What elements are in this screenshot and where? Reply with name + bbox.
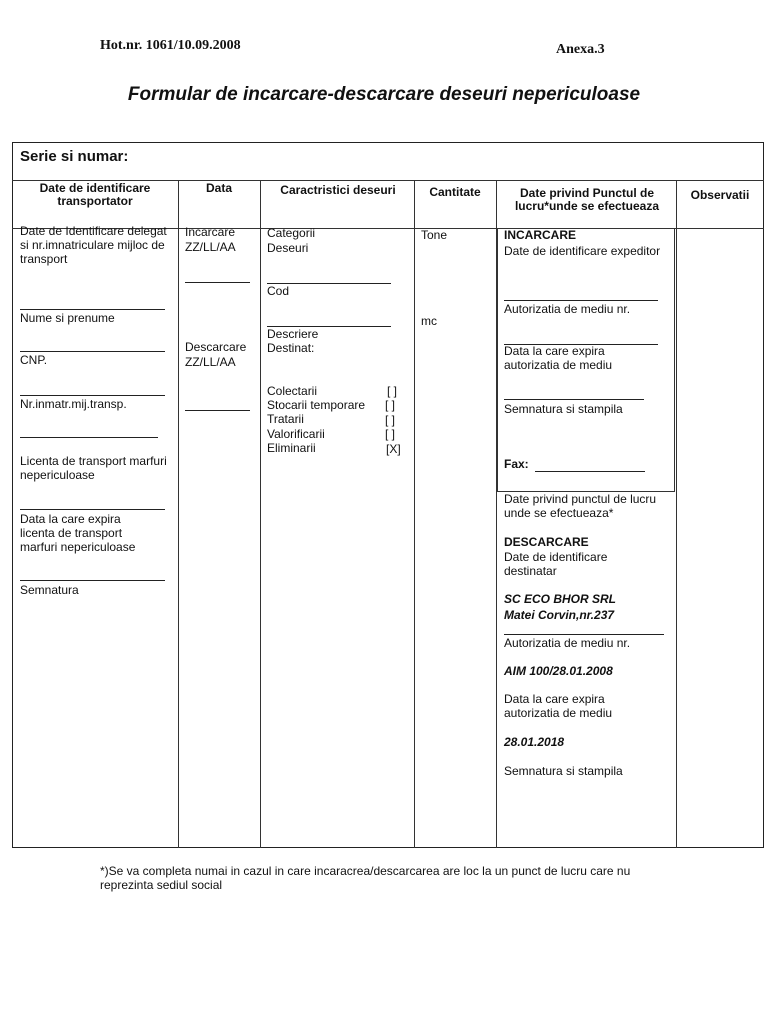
fax-line[interactable] xyxy=(535,471,645,472)
licenta-expira-label: Data la care expira licenta de transport marfuri nepericuloase xyxy=(20,512,136,554)
blank-line xyxy=(504,300,658,301)
cnp-label: CNP. xyxy=(20,353,48,367)
unit-mc: mc xyxy=(421,314,437,328)
checkbox-tratarii[interactable]: [ ] xyxy=(385,413,396,427)
option-colectarii: Colectarii xyxy=(267,384,318,398)
autorizatia-label-2: Autorizatia de mediu nr. xyxy=(504,636,631,650)
column-header-punct-lucru: Date privind Punctul de lucru*unde se efectueaza xyxy=(514,186,660,213)
company-name: SC ECO BHOR SRL xyxy=(504,592,617,606)
law-reference: Hot.nr. 1061/10.09.2008 xyxy=(100,38,241,53)
option-stocarii-temporare: Stocarii temporare xyxy=(267,398,366,412)
autorizatia-label: Autorizatia de mediu nr. xyxy=(504,302,631,316)
company-address: Matei Corvin,nr.237 xyxy=(504,608,615,622)
column-divider-1 xyxy=(178,180,179,848)
unit-tone: Tone xyxy=(421,228,448,242)
autorizatia-expira-label-2: Data la care expira autorizatia de mediu xyxy=(504,692,613,720)
fax-label: Fax: xyxy=(504,457,529,471)
autorizatia-expira-label: Data la care expira autorizatia de mediu xyxy=(504,344,613,372)
semnatura-label: Semnatura xyxy=(20,583,79,597)
descarcare-label: Descarcare xyxy=(185,340,247,354)
blank-line xyxy=(504,634,664,635)
column-divider-2 xyxy=(260,180,261,848)
checkbox-colectarii[interactable]: [ ] xyxy=(387,384,398,398)
footnote: *)Se va completa numai in cazul in care incaracrea/descarcarea are loc la un punct de lucru care nu reprezinta sediul social xyxy=(100,864,631,892)
checkbox-eliminarii[interactable]: [X] xyxy=(386,442,401,456)
serie-label: Serie si numar: xyxy=(20,148,129,165)
descarcare-title: DESCARCARE xyxy=(504,535,589,549)
nume-label: Nume si prenume xyxy=(20,311,115,325)
incarcare-title: INCARCARE xyxy=(504,228,576,242)
incarcare-date-line xyxy=(185,282,250,283)
blank-line xyxy=(20,580,165,581)
semnatura-stampila-label-2: Semnatura si stampila xyxy=(504,764,623,778)
delegat-intro: Date de Identificare delegat si nr.imnatriculare mijloc de transport xyxy=(20,224,167,266)
incarcare-label: Incarcare xyxy=(185,225,236,239)
column-header-observatii: Observatii xyxy=(690,188,750,202)
categorii-label: Categorii xyxy=(267,226,316,240)
option-eliminarii: Eliminarii xyxy=(267,441,316,455)
licenta-label: Licenta de transport marfuri nepericuloase xyxy=(20,454,167,482)
blank-line xyxy=(20,395,165,396)
column-header-cantitate: Cantitate xyxy=(429,185,481,199)
column-header-transportator: Date de identificare transportator xyxy=(39,181,151,208)
checkbox-valorificarii[interactable]: [ ] xyxy=(385,427,396,441)
blank-line xyxy=(20,309,165,310)
option-valorificarii: Valorificarii xyxy=(267,427,325,441)
deseuri-label: Deseuri xyxy=(267,241,309,255)
id-expeditor-label: Date de identificare expeditor xyxy=(504,244,661,258)
column-header-data: Data xyxy=(205,181,232,195)
column-header-caracteristici: Caractristici deseuri xyxy=(280,183,396,197)
expiry-date-value: 28.01.2018 xyxy=(504,735,565,749)
blank-line xyxy=(504,399,644,400)
descarcare-intro: Date privind punctul de lucru unde se efectueaza* xyxy=(504,492,657,520)
semnatura-stampila-label: Semnatura si stampila xyxy=(504,402,623,416)
aim-number: AIM 100/28.01.2008 xyxy=(504,664,613,678)
nr-inmatr-label: Nr.inmatr.mij.transp. xyxy=(20,397,127,411)
annex-label: Anexa.3 xyxy=(556,42,605,57)
page-title: Formular de incarcare-descarcare deseuri nepericuloase xyxy=(127,84,641,105)
blank-line xyxy=(20,351,165,352)
option-tratarii: Tratarii xyxy=(267,412,304,426)
id-destinatar-label: Date de identificare destinatar xyxy=(504,550,608,578)
descarcare-format: ZZ/LL/AA xyxy=(185,355,236,369)
blank-line xyxy=(20,437,158,438)
descriere-label: Descriere xyxy=(267,327,319,341)
blank-line xyxy=(20,509,165,510)
column-divider-3 xyxy=(414,180,415,848)
checkbox-stocarii-temporare[interactable]: [ ] xyxy=(385,398,396,412)
incarcare-format: ZZ/LL/AA xyxy=(185,240,236,254)
descarcare-date-line xyxy=(185,410,250,411)
cod-label: Cod xyxy=(267,284,290,298)
destinat-label: Destinat: xyxy=(267,341,315,355)
column-divider-5 xyxy=(676,180,677,848)
